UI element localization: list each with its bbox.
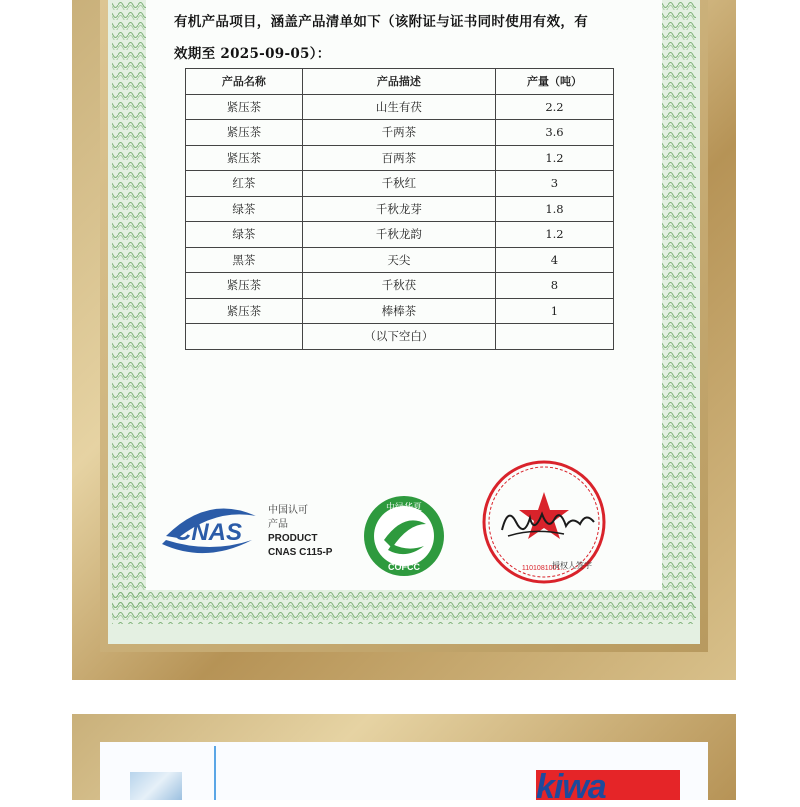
cell-description: 千秋红 (302, 171, 495, 197)
cell-description: 千秋龙芽 (302, 196, 495, 222)
table-row (186, 196, 614, 222)
table-row (186, 222, 614, 248)
cnas-line-2: 产品 (268, 519, 288, 530)
cnas-line-3: PRODUCT (268, 533, 318, 544)
cell-description: 千秋茯 (302, 273, 495, 299)
cell-name: 紧压茶 (186, 298, 303, 324)
header-product-description: 产品描述 (302, 69, 495, 95)
intro-line-2: 效期至 2025-09-05）： (174, 46, 331, 62)
cell-name: 黑茶 (186, 247, 303, 273)
cofcc-top-text: 中绿华夏 (385, 503, 423, 513)
cell-description: 棒棒茶 (302, 298, 495, 324)
cell-output: 3.6 (495, 120, 613, 146)
signature-label: 授权人签字 (552, 561, 592, 570)
table-row (186, 120, 614, 146)
cofcc-bottom-text: COFCC (388, 562, 420, 572)
cofcc-logo (362, 494, 446, 578)
cell-name: 紧压茶 (186, 145, 303, 171)
table-row (186, 171, 614, 197)
cell-output: 2.2 (495, 94, 613, 120)
intro-line-1: 有机产品项目，涵盖产品清单如下（该附证与证书同时使用有效，有 (174, 14, 588, 30)
cell-output: 1 (495, 298, 613, 324)
cell-empty (186, 324, 303, 350)
cell-description: 山生有茯 (302, 94, 495, 120)
cell-name: 紧压茶 (186, 120, 303, 146)
cell-empty (495, 324, 613, 350)
cell-description: 百两茶 (302, 145, 495, 171)
table-row (186, 94, 614, 120)
table-row (186, 273, 614, 299)
cell-name: 绿茶 (186, 196, 303, 222)
cell-name: 紧压茶 (186, 94, 303, 120)
kiwa-logo: kiwa (536, 768, 606, 806)
seal-number: 1101081001... (521, 565, 567, 572)
cell-output: 4 (495, 247, 613, 273)
certificate-intro (174, 6, 644, 70)
cnas-line-1: 中国认可 (268, 505, 308, 516)
table-row (186, 145, 614, 171)
cell-description: 千秋龙韵 (302, 222, 495, 248)
cnas-logo (156, 494, 260, 560)
signature (494, 500, 604, 544)
table-footer-note: （以下空白） (302, 324, 495, 350)
product-table (185, 68, 614, 350)
cell-name: 绿茶 (186, 222, 303, 248)
table-header-row (186, 69, 614, 95)
table-row (186, 247, 614, 273)
cell-description: 天尖 (302, 247, 495, 273)
cell-description: 千两茶 (302, 120, 495, 146)
cell-output: 3 (495, 171, 613, 197)
cell-output: 1.2 (495, 145, 613, 171)
cnas-accreditation-text (268, 504, 332, 560)
blue-divider-line (214, 746, 216, 800)
cell-output: 1.2 (495, 222, 613, 248)
cnas-line-4: CNAS C115-P (268, 547, 333, 558)
cell-output: 1.8 (495, 196, 613, 222)
cell-name: 紧压茶 (186, 273, 303, 299)
cnas-logo-text: CNAS (173, 519, 243, 546)
hologram-sticker (130, 772, 182, 800)
cell-output: 8 (495, 273, 613, 299)
table-footer-row (186, 324, 614, 350)
header-product-name: 产品名称 (186, 69, 303, 95)
header-output: 产量（吨） (495, 69, 613, 95)
table-row (186, 298, 614, 324)
cell-name: 红茶 (186, 171, 303, 197)
